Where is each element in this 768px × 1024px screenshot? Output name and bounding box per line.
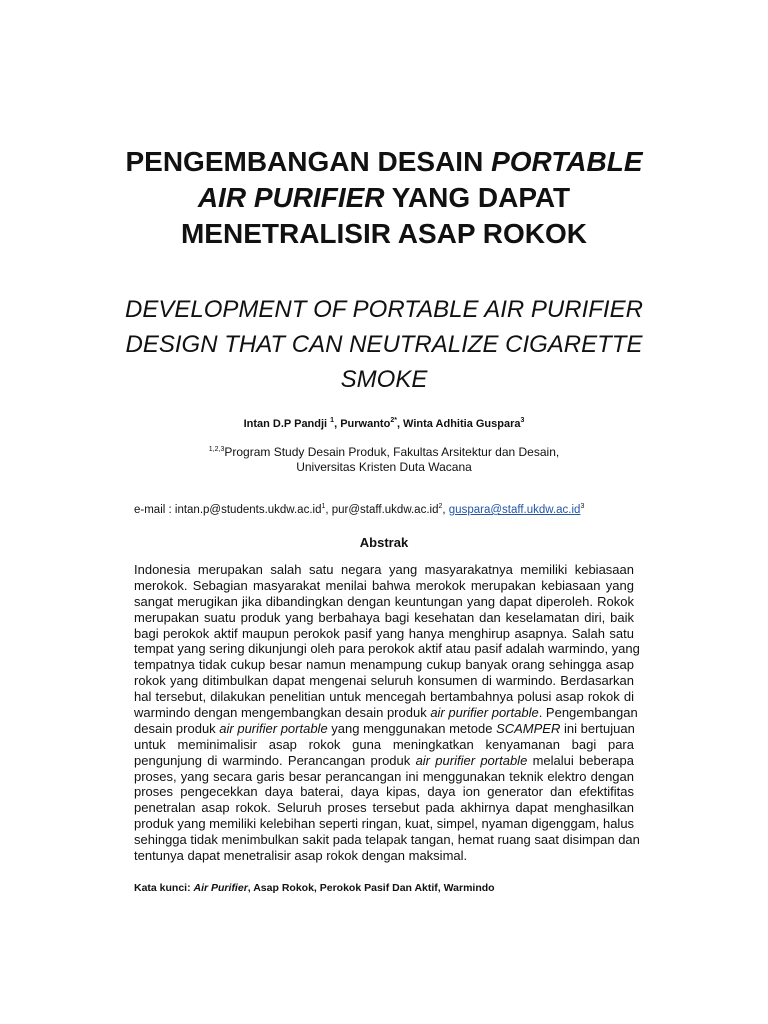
abstract-line: Indonesia merupakan salah satu negara yang masyarakatnya memiliki kebiasaan bbox=[134, 562, 634, 577]
affiliation bbox=[0, 445, 768, 475]
paper-title bbox=[100, 144, 668, 252]
affiliation-line-1 bbox=[0, 445, 768, 460]
abstract-text: warmindo dengan mengembangkan desain produk bbox=[134, 705, 431, 721]
subtitle-line-1: DEVELOPMENT OF PORTABLE AIR PURIFIER bbox=[125, 296, 643, 323]
abstract-line: bagi perokok aktif maupun perokok pasif yang hanya menghirup asapnya. Salah satu bbox=[134, 625, 634, 641]
email-text: e-mail : intan.p@students.ukdw.ac.id bbox=[134, 504, 322, 516]
abstract-italic: SCAMPER bbox=[496, 720, 561, 736]
email-link[interactable]: guspara@staff.ukdw.ac.id bbox=[448, 504, 581, 516]
abstract-line: proses, yang secara garis besar perancangan ini menggunakan teknik elektro dengan bbox=[134, 768, 634, 784]
title-line-1 bbox=[100, 144, 668, 180]
email-superscript: 2 bbox=[438, 503, 443, 510]
abstract-text: desain produk bbox=[134, 720, 220, 736]
abstract-text: ini bertujuan bbox=[560, 720, 635, 736]
abstract-italic: air purifier portable bbox=[415, 752, 528, 768]
abstract-line: untuk meminimalisir asap rokok guna meningkatkan kenyamanan bagi para bbox=[134, 736, 634, 752]
affiliation-text: Program Study Desain Produk, Fakultas Arsitektur dan Desain, bbox=[224, 445, 560, 459]
title-line-2 bbox=[100, 180, 668, 216]
title-text: YANG DAPAT bbox=[384, 182, 571, 213]
subtitle-line-2: DESIGN THAT CAN NEUTRALIZE CIGARETTE bbox=[125, 331, 643, 358]
keywords-label: Kata kunci: bbox=[134, 882, 194, 894]
author-superscript: 3 bbox=[520, 417, 525, 424]
abstract-line: tempat yang sering dikunjungi oleh para perokok aktif atau pasif adalah warmindo, yang bbox=[134, 641, 640, 657]
abstract-italic: air purifier portable bbox=[219, 720, 328, 736]
abstract-line bbox=[134, 705, 638, 721]
abstract-line: sehingga tidak menimbulkan sakit pada telapak tangan, hemat ruang saat disimpan dan bbox=[134, 832, 640, 848]
affiliation-line-2: Universitas Kristen Duta Wacana bbox=[296, 460, 472, 474]
abstract-body bbox=[134, 562, 640, 864]
keywords-line bbox=[134, 882, 495, 894]
abstract-line: hal tersebut, dilakukan penelitian untuk mencegah bertambahnya polusi asap rokok di bbox=[134, 689, 634, 705]
email-superscript: 1 bbox=[321, 503, 326, 510]
author-name: , Purwanto bbox=[334, 418, 391, 430]
author-name: , Winta Adhitia Guspara bbox=[396, 418, 521, 430]
abstract-text: pengunjung di warmindo. Perancangan produk bbox=[134, 752, 416, 768]
abstract-line: produk yang memiliki kelebihan seperti ringan, kuat, simpel, nyaman digenggam, halus bbox=[134, 816, 635, 832]
abstract-line: tentunya dapat menetralisir asap rokok dengan maksimal. bbox=[134, 848, 468, 864]
abstract-line: rokok yang ditimbulkan dapat mengenai seluruh konsumen di warmindo. Berdasarkan bbox=[134, 673, 634, 689]
title-text: PENGEMBANGAN DESAIN bbox=[125, 146, 492, 177]
author-list bbox=[0, 418, 768, 430]
author-name: Intan D.P Pandji bbox=[243, 418, 331, 430]
abstract-line: sangat merugikan jika dibandingkan dengan keuntungan yang dapat diperoleh. Rokok bbox=[134, 593, 634, 609]
email-text: , pur@staff.ukdw.ac.id bbox=[325, 504, 439, 516]
abstract-line bbox=[134, 753, 634, 769]
abstract-text: . Pengembangan bbox=[538, 705, 638, 721]
abstract-line: merupakan suatu produk yang berbahaya bagi kesehatan dan keselamatan diri, baik bbox=[134, 609, 634, 625]
keywords-text: , Asap Rokok, Perokok Pasif Dan Aktif, Warmindo bbox=[247, 882, 495, 894]
abstract-italic: air purifier portable bbox=[430, 705, 539, 721]
email-superscript: 3 bbox=[580, 503, 585, 510]
abstract-text: melalui beberapa bbox=[527, 752, 634, 768]
abstract-line: proses pengecekkan daya baterai, daya kipas, daya ion generator dan efektifitas bbox=[134, 784, 634, 800]
abstract-line bbox=[134, 721, 634, 737]
paper-subtitle bbox=[100, 292, 668, 397]
email-text: , bbox=[442, 504, 449, 516]
title-line-3: MENETRALISIR ASAP ROKOK bbox=[180, 218, 588, 249]
abstract-heading: Abstrak bbox=[359, 535, 409, 550]
keyword-italic: Air Purifier bbox=[193, 882, 248, 894]
title-italic: PORTABLE bbox=[491, 146, 643, 177]
title-italic: AIR PURIFIER bbox=[197, 182, 385, 213]
author-superscript: 2* bbox=[390, 417, 397, 424]
abstract-line: tempatnya tidak cukup besar namun menampung cukup banyak orang sehingga asap bbox=[134, 657, 634, 673]
email-line bbox=[134, 504, 584, 516]
author-superscript: 1 bbox=[330, 417, 335, 424]
subtitle-line-3: SMOKE bbox=[340, 366, 428, 393]
abstract-text: yang menggunakan metode bbox=[327, 720, 497, 736]
abstract-line: penetralan asap rokok. Seluruh proses tersebut pada akhirnya dapat menghasilkan bbox=[134, 800, 634, 816]
affiliation-superscript: 1,2,3 bbox=[208, 446, 225, 453]
abstract-line: merokok. Sebagian masyarakat menilai bahwa merokok merupakan kebiasaan yang bbox=[134, 577, 634, 593]
